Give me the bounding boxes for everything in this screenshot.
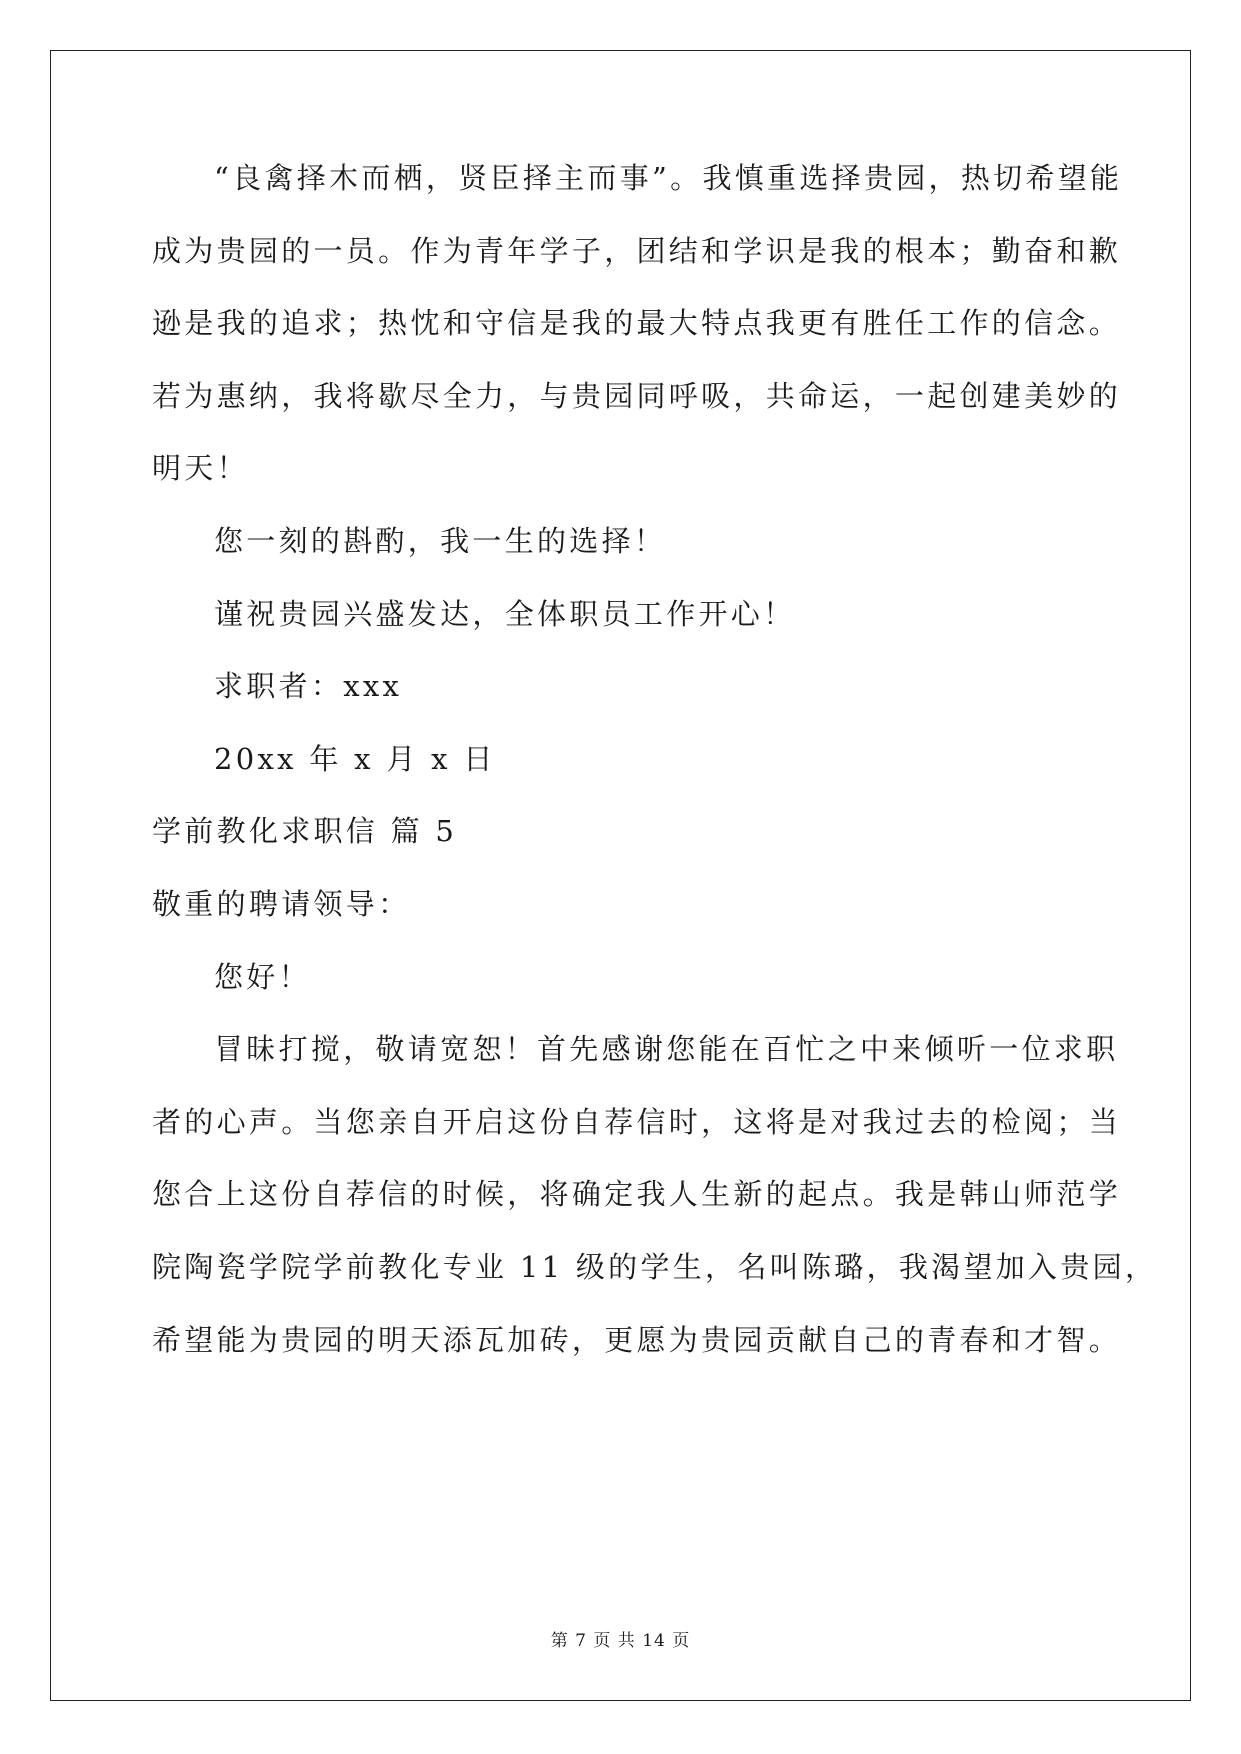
paragraph-line: 希望能为贵园的明天添瓦加砖，更愿为贵园贡献自己的青春和才智。 bbox=[152, 1323, 1122, 1357]
paragraph-line: 逊是我的追求；热忱和守信是我的最大特点我更有胜任工作的信念。 bbox=[152, 306, 1122, 340]
paragraph-line: 者的心声。当您亲自开启这份自荐信时，这将是对我过去的检阅；当 bbox=[152, 1105, 1122, 1139]
paragraph-line: 您合上这份自荐信的时候，将确定我人生新的起点。我是韩山师范学 bbox=[152, 1177, 1122, 1211]
section-title: 学前教化求职信 篇 5 bbox=[152, 814, 458, 848]
paragraph-line: 若为惠纳，我将歇尽全力，与贵园同呼吸，共命运，一起创建美妙的 bbox=[152, 379, 1122, 413]
page-number-footer: 第 7 页 共 14 页 bbox=[550, 1631, 691, 1651]
greeting: 您好！ bbox=[214, 960, 311, 994]
paragraph-line: 院陶瓷学院学前教化专业 11 级的学生，名叫陈璐，我渴望加入贵园， bbox=[152, 1250, 1158, 1284]
paragraph-line: 成为贵园的一员。作为青年学子，团结和学识是我的根本；勤奋和歉 bbox=[152, 234, 1122, 268]
paragraph-line: 冒昧打搅，敬请宽恕！首先感谢您能在百忙之中来倾听一位求职 bbox=[214, 1032, 1119, 1066]
paragraph-line: “良禽择木而栖，贤臣择主而事”。我慎重选择贵园，热切希望能 bbox=[214, 161, 1123, 195]
page-border bbox=[50, 50, 1191, 1701]
salutation: 敬重的聘请领导： bbox=[152, 887, 411, 921]
closing-wish: 谨祝贵园兴盛发达，全体职员工作开心！ bbox=[214, 597, 796, 631]
signature: 求职者：xxx bbox=[214, 669, 403, 703]
closing-line: 您一刻的斟酌，我一生的选择！ bbox=[214, 524, 667, 558]
paragraph-line: 明天！ bbox=[152, 451, 249, 485]
date-line: 20xx 年 x 月 x 日 bbox=[214, 742, 496, 776]
